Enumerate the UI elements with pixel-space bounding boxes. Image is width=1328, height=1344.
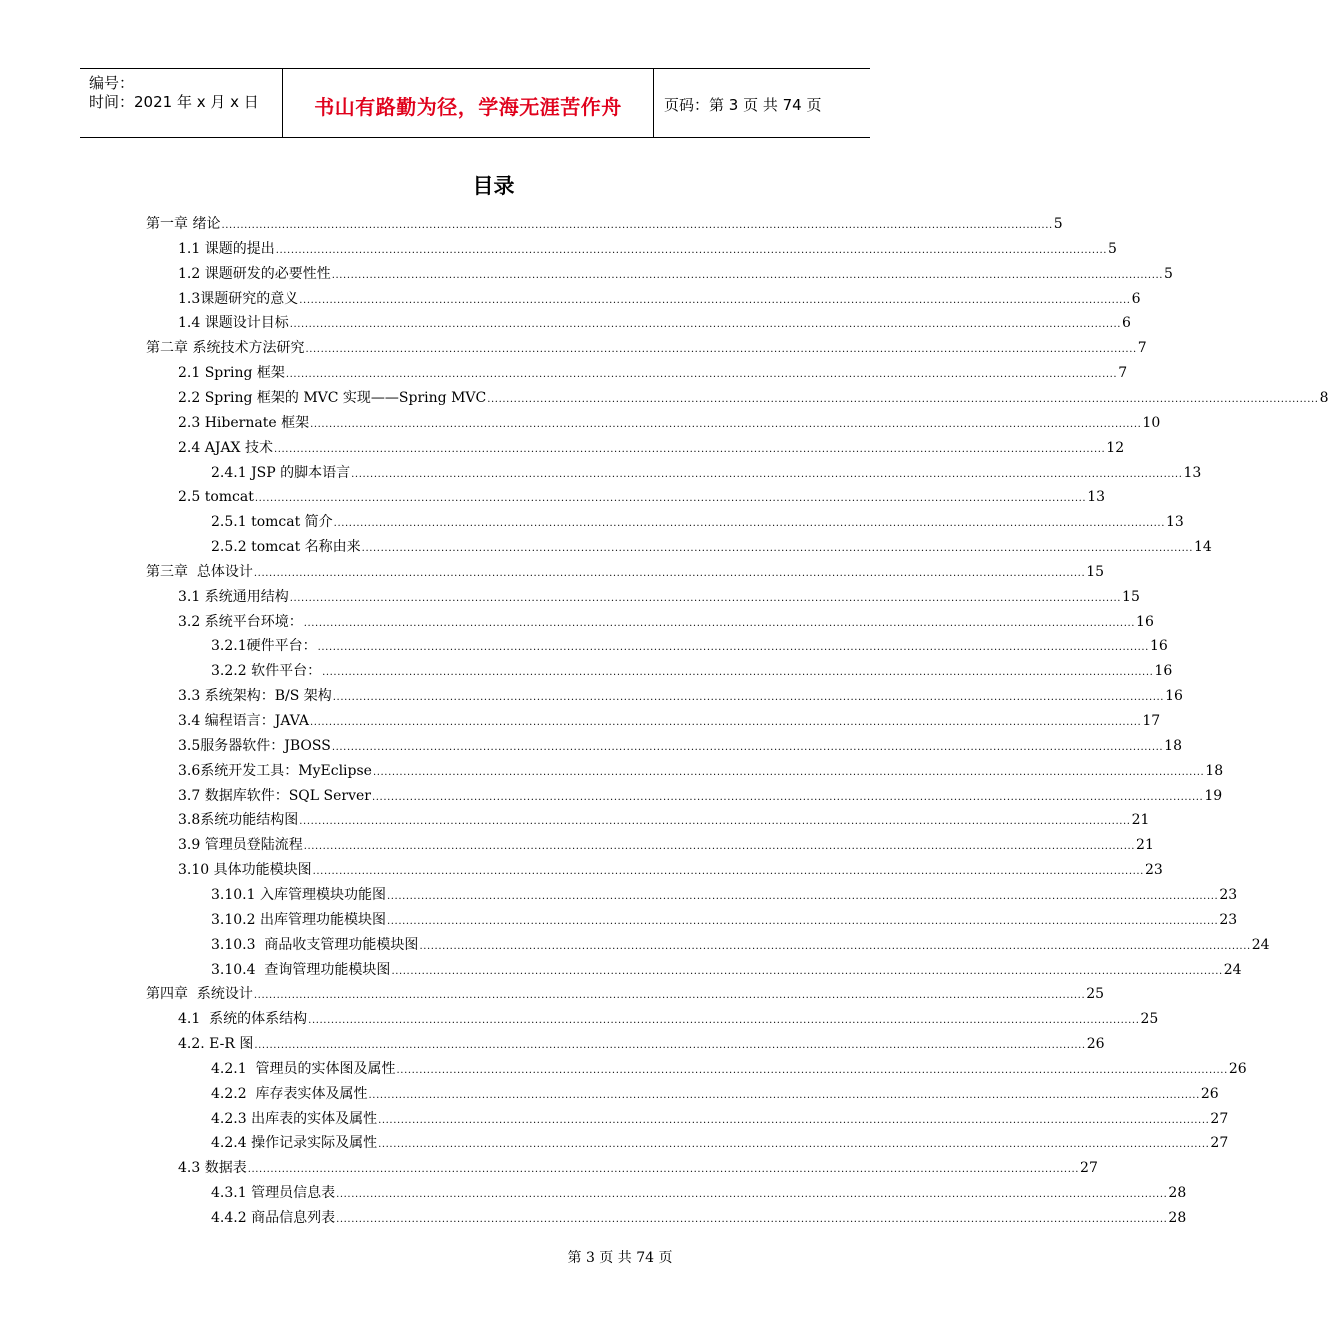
toc-entry-page-number: 24 [1251, 937, 1270, 953]
toc-entry[interactable] [211, 507, 1184, 531]
toc-entry-label: 4.2.3 出库表的实体及属性 [211, 1111, 378, 1127]
toc-entry-page-number: 6 [1131, 291, 1141, 307]
toc-leader-dots: ............................................................................................................................................................................................................................ [396, 1065, 1228, 1076]
toc-leader-dots: ............................................................................................................................................................................................................................ [289, 593, 1122, 604]
toc-leader-dots: ............................................................................................................................................................................................................................ [273, 444, 1106, 455]
toc-entry-page-number: 27 [1080, 1160, 1098, 1176]
toc-entry-page-number: 24 [1223, 962, 1242, 978]
toc-entry-page-number: 23 [1144, 862, 1163, 878]
toc-entry[interactable] [178, 1004, 1159, 1028]
toc-leader-dots: ............................................................................................................................................................................................................................ [336, 1189, 1168, 1200]
toc-leader-dots: ............................................................................................................................................................................................................................ [372, 792, 1204, 803]
toc-entry-page-number: 23 [1219, 887, 1238, 903]
document-header [80, 68, 870, 138]
toc-entry[interactable] [146, 557, 1105, 581]
toc-leader-dots: ............................................................................................................................................................................................................................ [310, 419, 1142, 430]
toc-entry-label: 3.10.4 查询管理功能模块图 [211, 962, 391, 978]
toc-entry[interactable] [178, 1153, 1098, 1177]
toc-entry-page-number: 5 [1164, 266, 1173, 282]
toc-entry-page-number: 27 [1210, 1135, 1229, 1151]
toc-entry-page-number: 5 [1108, 241, 1117, 257]
toc-entry[interactable] [178, 308, 1131, 332]
toc-entry[interactable] [211, 1128, 1229, 1152]
document-time-label: 时间：2021 年 x 月 x 日 [89, 93, 259, 111]
toc-entry-label: 3.2 系统平台环境： [178, 614, 303, 630]
toc-leader-dots: ............................................................................................................................................................................................................................ [331, 270, 1164, 281]
toc-entry[interactable] [146, 333, 1147, 357]
toc-entry-label: 1.3课题研究的意义 [178, 291, 299, 307]
toc-entry[interactable] [211, 458, 1202, 482]
toc-entry-label: 2.5 tomcat [178, 489, 254, 505]
toc-entry[interactable] [178, 358, 1128, 382]
toc-entry-page-number: 27 [1210, 1111, 1229, 1127]
toc-entry-label: 2.5.2 tomcat 名称由来 [211, 539, 361, 555]
toc-entry[interactable] [178, 731, 1182, 755]
toc-entry-label: 第四章 系统设计 [146, 986, 253, 1002]
toc-entry-page-number: 28 [1168, 1210, 1187, 1226]
toc-entry-page-number: 8 [1319, 390, 1328, 406]
header-page-code: 页码：第 3 页 共 74 页 [664, 96, 822, 114]
toc-leader-dots: ............................................................................................................................................................................................................................ [253, 568, 1086, 579]
toc-entry-label: 2.4 AJAX 技术 [178, 440, 273, 456]
toc-entry-page-number: 23 [1219, 912, 1238, 928]
toc-entry-label: 3.5服务器软件：JBOSS [178, 738, 331, 754]
toc-entry[interactable] [211, 1104, 1229, 1128]
toc-entry[interactable] [178, 607, 1154, 631]
toc-entry-label: 2.4.1 JSP 的脚本语言 [211, 465, 351, 481]
toc-leader-dots: ............................................................................................................................................................................................................................ [285, 369, 1118, 380]
toc-leader-dots: ............................................................................................................................................................................................................................ [299, 295, 1131, 306]
toc-entry-label: 1.4 课题设计目标 [178, 315, 289, 331]
toc-leader-dots: ............................................................................................................................................................................................................................ [253, 990, 1086, 1001]
toc-leader-dots: ............................................................................................................................................................................................................................ [368, 1090, 1200, 1101]
toc-leader-dots: ............................................................................................................................................................................................................................ [299, 816, 1131, 827]
toc-entry[interactable] [178, 482, 1106, 506]
toc-entry[interactable] [211, 1203, 1187, 1227]
toc-entry-label: 3.10.1 入库管理模块功能图 [211, 887, 386, 903]
toc-leader-dots: ............................................................................................................................................................................................................................ [333, 518, 1165, 529]
toc-entry-page-number: 18 [1205, 763, 1224, 779]
toc-entry-label: 3.10 具体功能模块图 [178, 862, 312, 878]
toc-entry-label: 1.2 课题研发的必要性性 [178, 266, 331, 282]
page-footer: 第 3 页 共 74 页 [567, 1250, 673, 1266]
toc-entry-label: 4.2.1 管理员的实体图及属性 [211, 1061, 396, 1077]
toc-leader-dots: ............................................................................................................................................................................................................................ [312, 866, 1144, 877]
toc-entry-page-number: 16 [1165, 688, 1183, 704]
toc-entry[interactable] [178, 1029, 1105, 1053]
toc-leader-dots: ............................................................................................................................................................................................................................ [386, 891, 1219, 902]
toc-entry[interactable] [178, 756, 1224, 780]
toc-leader-dots: ............................................................................................................................................................................................................................ [361, 543, 1193, 554]
toc-leader-dots: ............................................................................................................................................................................................................................ [305, 344, 1137, 355]
toc-entry-label: 3.6系统开发工具：MyEclipse [178, 763, 372, 779]
toc-entry-page-number: 15 [1122, 589, 1140, 605]
toc-entry-page-number: 13 [1183, 465, 1202, 481]
toc-entry[interactable] [211, 1178, 1187, 1202]
toc-entry-label: 3.7 数据库软件：SQL Server [178, 788, 371, 804]
toc-entry-label: 3.10.3 商品收支管理功能模块图 [211, 937, 419, 953]
header-motto-cell [283, 69, 654, 137]
toc-entry[interactable] [211, 631, 1168, 655]
toc-entry[interactable] [178, 781, 1223, 805]
toc-entry-page-number: 26 [1086, 1036, 1105, 1052]
toc-entry-label: 3.4 编程语言：JAVA [178, 713, 310, 729]
toc-entry[interactable] [211, 955, 1242, 979]
toc-leader-dots: ............................................................................................................................................................................................................................ [275, 245, 1108, 256]
toc-entry[interactable] [178, 234, 1117, 258]
toc-leader-dots: ............................................................................................................................................................................................................................ [254, 493, 1087, 504]
toc-entry-label: 3.3 系统架构：B/S 架构 [178, 688, 332, 704]
toc-entry-label: 第一章 绪论 [146, 216, 221, 232]
toc-leader-dots: ............................................................................................................................................................................................................................ [310, 717, 1142, 728]
toc-entry[interactable] [178, 284, 1141, 308]
toc-leader-dots: ............................................................................................................................................................................................................................ [378, 1115, 1210, 1126]
toc-entry-page-number: 13 [1166, 514, 1184, 530]
toc-entry[interactable] [146, 209, 1063, 233]
toc-entry[interactable] [178, 582, 1140, 606]
toc-entry[interactable] [211, 880, 1238, 904]
toc-entry-page-number: 16 [1149, 638, 1168, 654]
toc-leader-dots: ............................................................................................................................................................................................................................ [221, 220, 1053, 231]
toc-entry-label: 1.1 课题的提出 [178, 241, 275, 257]
header-motto: 书山有路勤为径，学海无涯苦作舟 [314, 95, 622, 119]
toc-entry[interactable] [211, 1079, 1219, 1103]
toc-entry[interactable] [178, 830, 1154, 854]
toc-entry-page-number: 7 [1118, 365, 1128, 381]
toc-entry[interactable] [178, 681, 1183, 705]
toc-leader-dots: ............................................................................................................................................................................................................................ [372, 767, 1205, 778]
toc-entry-page-number: 16 [1154, 663, 1173, 679]
toc-entry-label: 3.8系统功能结构图 [178, 812, 299, 828]
toc-entry-page-number: 6 [1122, 315, 1131, 331]
document-number-label: 编号： [89, 74, 135, 92]
toc-entry[interactable] [178, 433, 1125, 457]
toc-entry-label: 4.4.2 商品信息列表 [211, 1210, 336, 1226]
toc-entry-label: 4.2.4 操作记录实际及属性 [211, 1135, 378, 1151]
toc-entry-label: 4.3 数据表 [178, 1160, 247, 1176]
toc-entry-page-number: 16 [1136, 614, 1154, 630]
toc-entry[interactable] [146, 979, 1105, 1003]
toc-entry-page-number: 26 [1200, 1086, 1219, 1102]
toc-leader-dots: ............................................................................................................................................................................................................................ [391, 966, 1223, 977]
toc-leader-dots: ............................................................................................................................................................................................................................ [378, 1139, 1210, 1150]
toc-entry-page-number: 21 [1131, 812, 1150, 828]
toc-entry-label: 2.1 Spring 框架 [178, 365, 285, 381]
toc-entry-label: 2.3 Hibernate 框架 [178, 415, 310, 431]
header-page-cell [654, 69, 870, 137]
toc-entry-label: 3.2.1硬件平台： [211, 638, 317, 654]
toc-entry[interactable] [178, 383, 1328, 407]
toc-entry[interactable] [211, 1054, 1247, 1078]
toc-entry[interactable] [178, 805, 1150, 829]
toc-entry-label: 4.2.2 库存表实体及属性 [211, 1086, 368, 1102]
toc-entry[interactable] [178, 408, 1161, 432]
toc-entry[interactable] [211, 532, 1212, 556]
toc-entry[interactable] [211, 656, 1173, 680]
toc-leader-dots: ............................................................................................................................................................................................................................ [303, 841, 1136, 852]
toc-entry-page-number: 13 [1087, 489, 1106, 505]
toc-entry[interactable] [211, 930, 1270, 954]
toc-entry-label: 3.10.2 出库管理功能模块图 [211, 912, 386, 928]
toc-leader-dots: ............................................................................................................................................................................................................................ [351, 469, 1183, 480]
toc-leader-dots: ............................................................................................................................................................................................................................ [289, 319, 1122, 330]
header-meta-cell [80, 69, 283, 137]
toc-entry-page-number: 7 [1137, 340, 1147, 356]
toc-entry-label: 4.2. E-R 图 [178, 1036, 254, 1052]
toc-leader-dots: ............................................................................................................................................................................................................................ [419, 941, 1251, 952]
toc-leader-dots: ............................................................................................................................................................................................................................ [254, 1040, 1086, 1051]
toc-entry-label: 3.9 管理员登陆流程 [178, 837, 303, 853]
toc-entry-label: 2.2 Spring 框架的 MVC 实现——Spring MVC [178, 390, 487, 406]
page-title: 目录 [472, 174, 515, 198]
toc-entry-page-number: 14 [1194, 539, 1212, 555]
toc-entry-page-number: 25 [1086, 986, 1105, 1002]
toc-leader-dots: ............................................................................................................................................................................................................................ [303, 618, 1136, 629]
toc-entry-page-number: 10 [1142, 415, 1161, 431]
toc-entry-label: 3.2.2 软件平台： [211, 663, 322, 679]
toc-leader-dots: ............................................................................................................................................................................................................................ [317, 642, 1149, 653]
toc-entry-label: 4.3.1 管理员信息表 [211, 1185, 336, 1201]
toc-entry-page-number: 18 [1164, 738, 1182, 754]
toc-entry[interactable] [211, 905, 1238, 929]
toc-entry-page-number: 5 [1053, 216, 1063, 232]
toc-entry-page-number: 26 [1228, 1061, 1247, 1077]
toc-entry[interactable] [178, 855, 1163, 879]
toc-leader-dots: ............................................................................................................................................................................................................................ [336, 1214, 1168, 1225]
toc-leader-dots: ............................................................................................................................................................................................................................ [322, 667, 1154, 678]
toc-entry-label: 2.5.1 tomcat 简介 [211, 514, 333, 530]
toc-entry-page-number: 21 [1136, 837, 1154, 853]
toc-entry[interactable] [178, 259, 1173, 283]
toc-entry-page-number: 19 [1204, 788, 1223, 804]
toc-entry-page-number: 15 [1086, 564, 1105, 580]
toc-entry-page-number: 28 [1168, 1185, 1187, 1201]
toc-leader-dots: ............................................................................................................................................................................................................................ [331, 742, 1164, 753]
toc-leader-dots: ............................................................................................................................................................................................................................ [308, 1015, 1140, 1026]
toc-leader-dots: ............................................................................................................................................................................................................................ [247, 1164, 1080, 1175]
toc-leader-dots: ............................................................................................................................................................................................................................ [386, 916, 1219, 927]
toc-entry-label: 4.1 系统的体系结构 [178, 1011, 308, 1027]
toc-leader-dots: ............................................................................................................................................................................................................................ [332, 692, 1165, 703]
toc-entry-label: 第二章 系统技术方法研究 [146, 340, 305, 356]
toc-entry-page-number: 12 [1106, 440, 1125, 456]
toc-entry-label: 3.1 系统通用结构 [178, 589, 289, 605]
toc-entry-page-number: 25 [1140, 1011, 1159, 1027]
toc-entry-label: 第三章 总体设计 [146, 564, 253, 580]
toc-entry-page-number: 17 [1142, 713, 1161, 729]
toc-entry[interactable] [178, 706, 1161, 730]
toc-leader-dots: ............................................................................................................................................................................................................................ [487, 394, 1319, 405]
